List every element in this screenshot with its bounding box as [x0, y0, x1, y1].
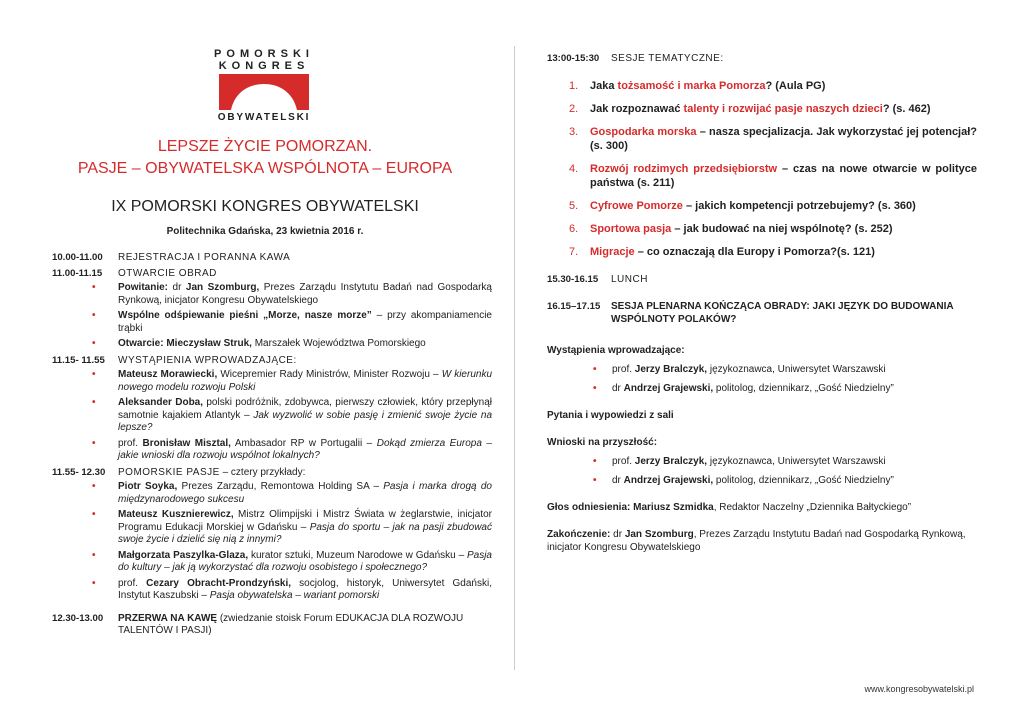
headline-line-2: PASJE – OBYWATELSKA WSPÓLNOTA – EUROPA: [77, 160, 453, 177]
list-item: • Piotr Soyka, Prezes Zarządu, Remontowa Holding SA – Pasja i marka drogą do międzynarodowego sukcesu: [92, 481, 492, 505]
bullet-icon: •: [593, 383, 597, 394]
agenda-right-column: [547, 52, 977, 554]
list-item: • Wspólne odśpiewanie pieśni „Morze, nasze morze” – przy akompaniamencie trąbki: [92, 310, 492, 334]
agenda-block-plenary: [547, 300, 977, 326]
time-slot: 13:00-15:30: [547, 53, 600, 64]
list-item: • Powitanie: dr Jan Szomburg, Prezes Zarządu Instytutu Badań nad Gospodarką Rynkową, inicjator Kongresu Obywatelskiego: [92, 282, 492, 306]
session-item: 6. Sportowa pasja – jak budować na niej wspólnotę? (s. 252): [569, 223, 893, 235]
bullet-icon: •: [92, 369, 96, 380]
time-slot: 10.00-11.00: [52, 252, 103, 263]
session-item: 1. Jaka tożsamość i marka Pomorza? (Aula PG): [569, 80, 826, 92]
bullet-icon: •: [92, 282, 96, 293]
conclusions-section: [547, 436, 977, 487]
bullet-icon: •: [92, 577, 96, 589]
session-title: SESJE TEMATYCZNE:: [611, 53, 724, 64]
bullet-icon: •: [92, 310, 96, 321]
session-item: 7. Migracje – co oznaczają dla Europy i Pomorza?(s. 121): [569, 246, 875, 258]
response-section: Głos odniesienia: Mariusz Szmidka, Redaktor Naczelny „Dziennika Bałtyckiego”: [547, 502, 912, 513]
session-title: POMORSKIE PASJE: [118, 466, 220, 478]
bullet-icon: •: [92, 437, 96, 449]
bullet-icon: •: [593, 364, 597, 375]
bullet-icon: •: [593, 475, 597, 486]
closing-section: Zakończenie: dr Jan Szomburg, Prezes Zarządu Instytutu Badań nad Gospodarką Rynkową, inicjator Kongresu Obywatelskiego: [547, 529, 966, 553]
list-item: • Małgorzata Paszylka-Glaza, kurator sztuki, Muzeum Narodowe w Gdańsku – Pasja do kultury – jak ją wykorzystać dla rozwoju osobistego i społecznego?: [92, 549, 492, 573]
agenda-block-sessions: [547, 52, 977, 65]
time-slot: 15.30-16.15: [547, 274, 599, 285]
session-title: WYSTĄPIENIA WPROWADZAJĄCE:: [118, 354, 297, 366]
agenda-block-lunch: [547, 273, 977, 286]
time-slot: 12.30-13.00: [52, 612, 104, 624]
column-divider: [514, 46, 515, 670]
time-slot: 11.15- 11.55: [52, 354, 105, 366]
logo-word-top: POMORSKI: [214, 48, 314, 60]
agenda-block-opening: [52, 268, 492, 351]
bullet-icon: •: [92, 397, 96, 408]
list-item: • prof. Jerzy Bralczyk, językoznawca, Uniwersytet Warszawski: [593, 456, 886, 467]
session-title: OTWARCIE OBRAD: [118, 267, 217, 279]
agenda-block-registration: [52, 252, 492, 265]
list-item: • dr Andrzej Grajewski, politolog, dziennikarz, „Gość Niedzielny”: [593, 475, 894, 486]
session-title: SESJA PLENARNA KOŃCZĄCA OBRADY: JAKI JĘZYK DO BUDOWANIA WSPÓLNOTY POLAKÓW?: [611, 301, 954, 325]
list-item: • dr Andrzej Grajewski, politolog, dziennikarz, „Gość Niedzielny”: [593, 383, 894, 394]
agenda-left-column: [52, 252, 492, 641]
time-slot: 16.15–17.15: [547, 301, 601, 312]
session-item: 3. Gospodarka morska – nasza specjalizacja. Jak wykorzystać jej potencjał? (s. 300): [569, 126, 978, 152]
bullet-icon: •: [92, 549, 96, 561]
bullet-icon: •: [92, 481, 96, 492]
session-title: REJESTRACJA I PORANNA KAWA: [118, 252, 291, 263]
time-slot: 11.55- 12.30: [52, 466, 106, 478]
list-item: • prof. Cezary Obracht-Prondzyński, socjolog, historyk, Uniwersytet Gdański, Instytut Kaszubski – Pasja obywatelska – wariant pomorski: [92, 577, 492, 601]
list-item: • Mateusz Morawiecki, Wicepremier Rady Ministrów, Minister Rozwoju – W kierunku nowego modelu rozwoju Polski: [92, 369, 493, 393]
session-title: LUNCH: [611, 274, 648, 285]
section-label: Wystąpienia wprowadzające:: [547, 345, 685, 356]
congress-logo: [212, 48, 316, 123]
session-title: PRZERWA NA KAWĘ: [118, 612, 218, 624]
list-item: • prof. Jerzy Bralczyk, językoznawca, Uniwersytet Warszawski: [593, 364, 886, 375]
list-item: • Aleksander Doba, polski podróżnik, zdobywca, pierwszy człowiek, który przepłynął samotnie kajakiem Atlantyk – Jak wyzwolić w sobie pasję i zmienić swoje życie na lepsze?: [92, 397, 493, 433]
website-footer: www.kongresobywatelski.pl: [864, 684, 974, 694]
section-label: Wnioski na przyszłość:: [547, 437, 658, 448]
agenda-block-coffee-break: 12.30-13.00 PRZERWA NA KAWĘ (zwiedzanie stoisk Forum EDUKACJA DLA ROZWOJU TALENTÓW I PASJI): [52, 612, 464, 636]
agenda-block-passions: 11.55- 12.30 POMORSKIE PASJE – cztery przykłady: • Piotr Soyka, Prezes Zarządu, Remontowa Holding SA – Pasja i marka drogą do międzynarodowego sukcesu • Mateusz Kusznierewicz, Mistrz Olimpijski i Mistrz Świata w żeglarstwie, inicjator Programu Edukacji Morskiej w Gdańsku – Pasja do sportu – jak na pasji zbudować swoje życie i dzielić się nią z innymi? • Małgorzata Paszylka-Glaza, kurator sztuki, Muzeum Narodowe w Gdańsku – Pasja do kultury – jak ją wykorzystać dla rozwoju osobistego i społecznego? • prof. Cezary Obracht-Prondzyński, socjolog, historyk, Uniwersytet Gdański, Instytut Kaszubski – Pasja obywatelska – wariant pomorski: [52, 466, 492, 601]
agenda-block-intro-speeches: [52, 355, 492, 463]
bridge-arch-icon: [219, 74, 309, 110]
headline-line-1: LEPSZE ŻYCIE POMORZAN.: [157, 138, 373, 155]
session-item: 5. Cyfrowe Pomorze – jakich kompetencji potrzebujemy? (s. 360): [569, 200, 916, 212]
list-item: • Otwarcie: Mieczysław Struk, Marszałek Województwa Pomorskiego: [92, 338, 426, 349]
list-item: • Mateusz Kusznierewicz, Mistrz Olimpijski i Mistrz Świata w żeglarstwie, inicjator Programu Edukacji Morskiej w Gdańsku – Pasja do sportu – jak na pasji zbudować swoje życie i dzielić się nią z innymi?: [92, 509, 492, 545]
session-item: 2. Jak rozpoznawać talenty i rozwijać pasje naszych dzieci? (s. 462): [569, 103, 931, 115]
time-slot: 11.00-11.15: [52, 267, 103, 279]
place-date: Politechnika Gdańska, 23 kwietnia 2016 r.: [166, 226, 364, 237]
intro-speeches-section: [547, 344, 977, 395]
qa-section: Pytania i wypowiedzi z sali: [547, 410, 674, 421]
bullet-icon: •: [593, 456, 597, 467]
list-item: • prof. Bronisław Misztal, Ambasador RP w Portugalii – Dokąd zmierza Europa – jakie wnioski dla rozwoju wspólnot lokalnych?: [92, 437, 492, 461]
thematic-sessions-list: [547, 79, 977, 259]
bullet-icon: •: [92, 338, 96, 349]
bullet-icon: •: [92, 509, 96, 520]
logo-word-bottom: OBYWATELSKI: [217, 112, 311, 123]
logo-word-mid: KONGRES: [218, 60, 310, 72]
session-item: 4. Rozwój rodzimych przedsiębiorstw – czas na nowe otwarcie w polityce państwa (s. 211): [569, 163, 977, 189]
congress-title: IX POMORSKI KONGRES OBYWATELSKI: [111, 198, 419, 215]
